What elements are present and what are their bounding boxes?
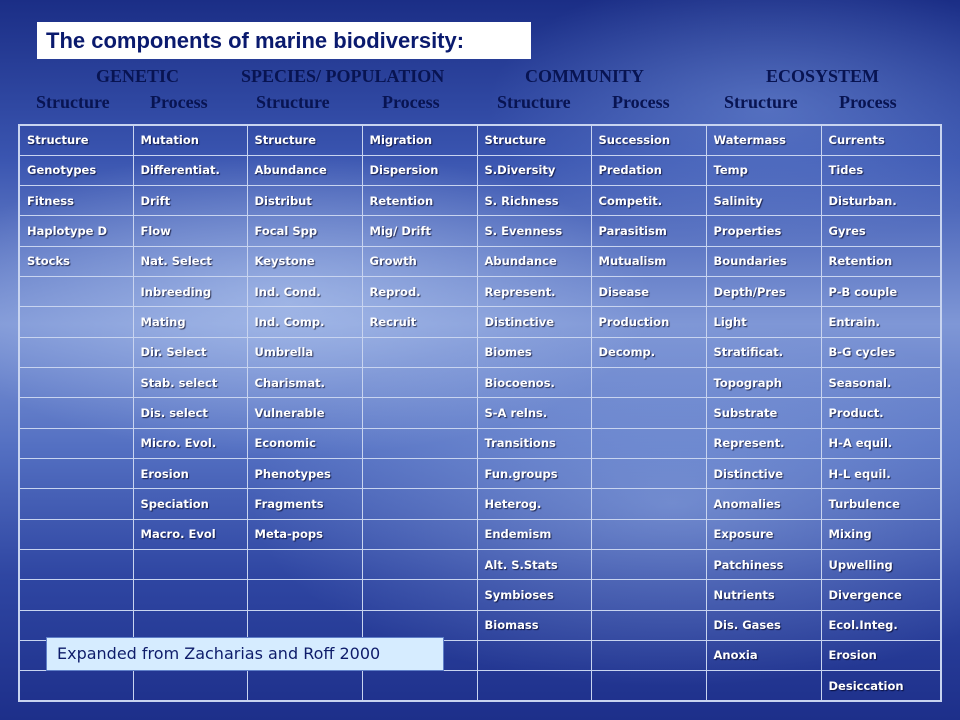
table-cell: Distinctive xyxy=(477,307,591,337)
table-cell: Heterog. xyxy=(477,489,591,519)
table-cell xyxy=(362,610,477,640)
table-cell: Temp xyxy=(706,155,821,185)
table-cell: Competit. xyxy=(591,186,706,216)
table-cell xyxy=(19,307,133,337)
table-cell: Biomass xyxy=(477,610,591,640)
table-row xyxy=(19,458,941,488)
table-cell xyxy=(591,398,706,428)
category-ecosystem: ECOSYSTEM xyxy=(766,66,880,86)
table-cell: Mutation xyxy=(133,125,247,155)
table-cell xyxy=(19,580,133,610)
table-row xyxy=(19,489,941,519)
table-row xyxy=(19,216,941,246)
table-cell: Seasonal. xyxy=(821,368,941,398)
table-cell: Desiccation xyxy=(821,671,941,701)
table-cell: Growth xyxy=(362,246,477,276)
table-cell: Umbrella xyxy=(247,337,362,367)
category-community: COMMUNITY xyxy=(525,66,644,86)
table-cell xyxy=(591,580,706,610)
table-cell: Flow xyxy=(133,216,247,246)
table-cell xyxy=(591,610,706,640)
biodiversity-table xyxy=(18,124,942,702)
table-cell xyxy=(19,337,133,367)
table-row xyxy=(19,368,941,398)
table-cell xyxy=(362,519,477,549)
table-cell: Anomalies xyxy=(706,489,821,519)
table-cell: Migration xyxy=(362,125,477,155)
category-genetic: GENETIC xyxy=(96,66,180,86)
table-cell: Recruit xyxy=(362,307,477,337)
table-cell: Distinctive xyxy=(706,458,821,488)
subheader-community-structure: Structure xyxy=(497,92,571,112)
table-cell: H-A equil. xyxy=(821,428,941,458)
table-cell xyxy=(133,610,247,640)
table-cell: Dis. Gases xyxy=(706,610,821,640)
table-cell: Differentiat. xyxy=(133,155,247,185)
table-cell xyxy=(362,368,477,398)
table-cell: H-L equil. xyxy=(821,458,941,488)
table-cell: Stab. select xyxy=(133,368,247,398)
table-cell: Dispersion xyxy=(362,155,477,185)
table-cell: Production xyxy=(591,307,706,337)
table-cell xyxy=(247,549,362,579)
category-headers xyxy=(0,66,960,88)
table-cell: Disturban. xyxy=(821,186,941,216)
table-cell: Ind. Comp. xyxy=(247,307,362,337)
table-cell: Properties xyxy=(706,216,821,246)
table-row xyxy=(19,337,941,367)
table-cell: Nat. Select xyxy=(133,246,247,276)
table-cell xyxy=(591,428,706,458)
table-cell: Abundance xyxy=(477,246,591,276)
table-cell: Economic xyxy=(247,428,362,458)
table-cell xyxy=(133,671,247,701)
table-cell: Fitness xyxy=(19,186,133,216)
table-cell xyxy=(19,368,133,398)
table-cell: Predation xyxy=(591,155,706,185)
table-cell: Keystone xyxy=(247,246,362,276)
table-row xyxy=(19,125,941,155)
table-cell: Fragments xyxy=(247,489,362,519)
table-row xyxy=(19,155,941,185)
table-cell: Biomes xyxy=(477,337,591,367)
table-cell xyxy=(19,549,133,579)
table-cell: Biocoenos. xyxy=(477,368,591,398)
table-cell: Alt. S.Stats xyxy=(477,549,591,579)
table-cell: Symbioses xyxy=(477,580,591,610)
table-cell: Micro. Evol. xyxy=(133,428,247,458)
table-cell: Erosion xyxy=(133,458,247,488)
table-row xyxy=(19,549,941,579)
table-cell xyxy=(362,580,477,610)
table-row xyxy=(19,671,941,701)
table-cell: S.Diversity xyxy=(477,155,591,185)
table-cell xyxy=(591,368,706,398)
table-cell: Topograph xyxy=(706,368,821,398)
table-row xyxy=(19,246,941,276)
subheader-species-process: Process xyxy=(382,92,440,112)
biodiversity-table-body xyxy=(19,125,941,701)
table-cell xyxy=(362,489,477,519)
table-cell: Disease xyxy=(591,277,706,307)
table-cell: Parasitism xyxy=(591,216,706,246)
table-cell: Transitions xyxy=(477,428,591,458)
table-cell: Currents xyxy=(821,125,941,155)
table-cell: Divergence xyxy=(821,580,941,610)
table-cell xyxy=(362,428,477,458)
table-cell: Endemism xyxy=(477,519,591,549)
table-cell xyxy=(706,671,821,701)
table-cell xyxy=(19,428,133,458)
source-citation: Expanded from Zacharias and Roff 2000 xyxy=(46,637,444,671)
table-cell: Dis. select xyxy=(133,398,247,428)
table-cell xyxy=(591,489,706,519)
table-cell: Mixing xyxy=(821,519,941,549)
table-cell: Focal Spp xyxy=(247,216,362,246)
table-cell: Speciation xyxy=(133,489,247,519)
table-cell xyxy=(247,671,362,701)
table-cell: S. Richness xyxy=(477,186,591,216)
table-row xyxy=(19,428,941,458)
table-cell: Meta-pops xyxy=(247,519,362,549)
table-cell: Watermass xyxy=(706,125,821,155)
table-cell: Nutrients xyxy=(706,580,821,610)
table-cell: S. Evenness xyxy=(477,216,591,246)
category-species-population: SPECIES/ POPULATION xyxy=(241,66,445,86)
table-row xyxy=(19,610,941,640)
table-cell: Macro. Evol xyxy=(133,519,247,549)
table-cell: Structure xyxy=(477,125,591,155)
table-cell xyxy=(19,489,133,519)
table-cell xyxy=(133,549,247,579)
table-cell: Salinity xyxy=(706,186,821,216)
table-cell: Vulnerable xyxy=(247,398,362,428)
table-cell: Erosion xyxy=(821,640,941,670)
table-cell: Retention xyxy=(821,246,941,276)
table-cell: Mating xyxy=(133,307,247,337)
table-cell xyxy=(591,519,706,549)
table-cell: Represent. xyxy=(477,277,591,307)
table-cell: Dir. Select xyxy=(133,337,247,367)
table-cell: Structure xyxy=(247,125,362,155)
table-cell xyxy=(19,277,133,307)
table-cell: Substrate xyxy=(706,398,821,428)
table-cell: Inbreeding xyxy=(133,277,247,307)
table-cell xyxy=(591,458,706,488)
table-cell: Decomp. xyxy=(591,337,706,367)
table-cell: Drift xyxy=(133,186,247,216)
table-cell: Abundance xyxy=(247,155,362,185)
table-cell xyxy=(19,610,133,640)
table-cell xyxy=(591,640,706,670)
table-cell: Stratificat. xyxy=(706,337,821,367)
subheader-community-process: Process xyxy=(612,92,670,112)
table-row xyxy=(19,519,941,549)
table-cell: Retention xyxy=(362,186,477,216)
table-cell: Represent. xyxy=(706,428,821,458)
subheader-genetic-process: Process xyxy=(150,92,208,112)
table-cell xyxy=(591,671,706,701)
table-cell: Ecol.Integ. xyxy=(821,610,941,640)
table-cell: Genotypes xyxy=(19,155,133,185)
table-cell xyxy=(362,337,477,367)
subheader-ecosystem-process: Process xyxy=(839,92,897,112)
table-cell: Distribut xyxy=(247,186,362,216)
table-cell: Succession xyxy=(591,125,706,155)
table-cell: Ind. Cond. xyxy=(247,277,362,307)
table-row xyxy=(19,186,941,216)
table-cell: Product. xyxy=(821,398,941,428)
table-cell: Depth/Pres xyxy=(706,277,821,307)
table-cell xyxy=(19,671,133,701)
table-cell: Exposure xyxy=(706,519,821,549)
table-cell: Patchiness xyxy=(706,549,821,579)
table-cell xyxy=(19,519,133,549)
table-row xyxy=(19,580,941,610)
table-cell: Upwelling xyxy=(821,549,941,579)
table-cell xyxy=(362,398,477,428)
table-cell xyxy=(247,610,362,640)
table-cell xyxy=(19,398,133,428)
table-cell: Charismat. xyxy=(247,368,362,398)
table-cell: Turbulence xyxy=(821,489,941,519)
table-cell: Fun.groups xyxy=(477,458,591,488)
table-cell: Phenotypes xyxy=(247,458,362,488)
table-cell: Entrain. xyxy=(821,307,941,337)
table-cell xyxy=(477,640,591,670)
table-cell: Mutualism xyxy=(591,246,706,276)
table-cell xyxy=(362,458,477,488)
table-cell xyxy=(133,580,247,610)
table-row xyxy=(19,398,941,428)
table-cell: B-G cycles xyxy=(821,337,941,367)
table-cell: Tides xyxy=(821,155,941,185)
table-cell xyxy=(477,671,591,701)
table-cell xyxy=(362,549,477,579)
table-row xyxy=(19,277,941,307)
table-cell xyxy=(591,549,706,579)
table-cell: Structure xyxy=(19,125,133,155)
table-cell: Mig/ Drift xyxy=(362,216,477,246)
subheader-species-structure: Structure xyxy=(256,92,330,112)
subheader-ecosystem-structure: Structure xyxy=(724,92,798,112)
table-cell: S-A relns. xyxy=(477,398,591,428)
table-cell xyxy=(247,580,362,610)
table-cell: Anoxia xyxy=(706,640,821,670)
table-cell: Boundaries xyxy=(706,246,821,276)
page-title: The components of marine biodiversity: xyxy=(37,22,531,59)
table-cell: Gyres xyxy=(821,216,941,246)
table-cell: P-B couple xyxy=(821,277,941,307)
structure-process-headers xyxy=(0,92,960,114)
subheader-genetic-structure: Structure xyxy=(36,92,110,112)
table-cell: Haplotype D xyxy=(19,216,133,246)
table-cell: Reprod. xyxy=(362,277,477,307)
table-cell xyxy=(19,458,133,488)
table-cell: Light xyxy=(706,307,821,337)
table-cell xyxy=(362,671,477,701)
table-row xyxy=(19,307,941,337)
table-cell: Stocks xyxy=(19,246,133,276)
